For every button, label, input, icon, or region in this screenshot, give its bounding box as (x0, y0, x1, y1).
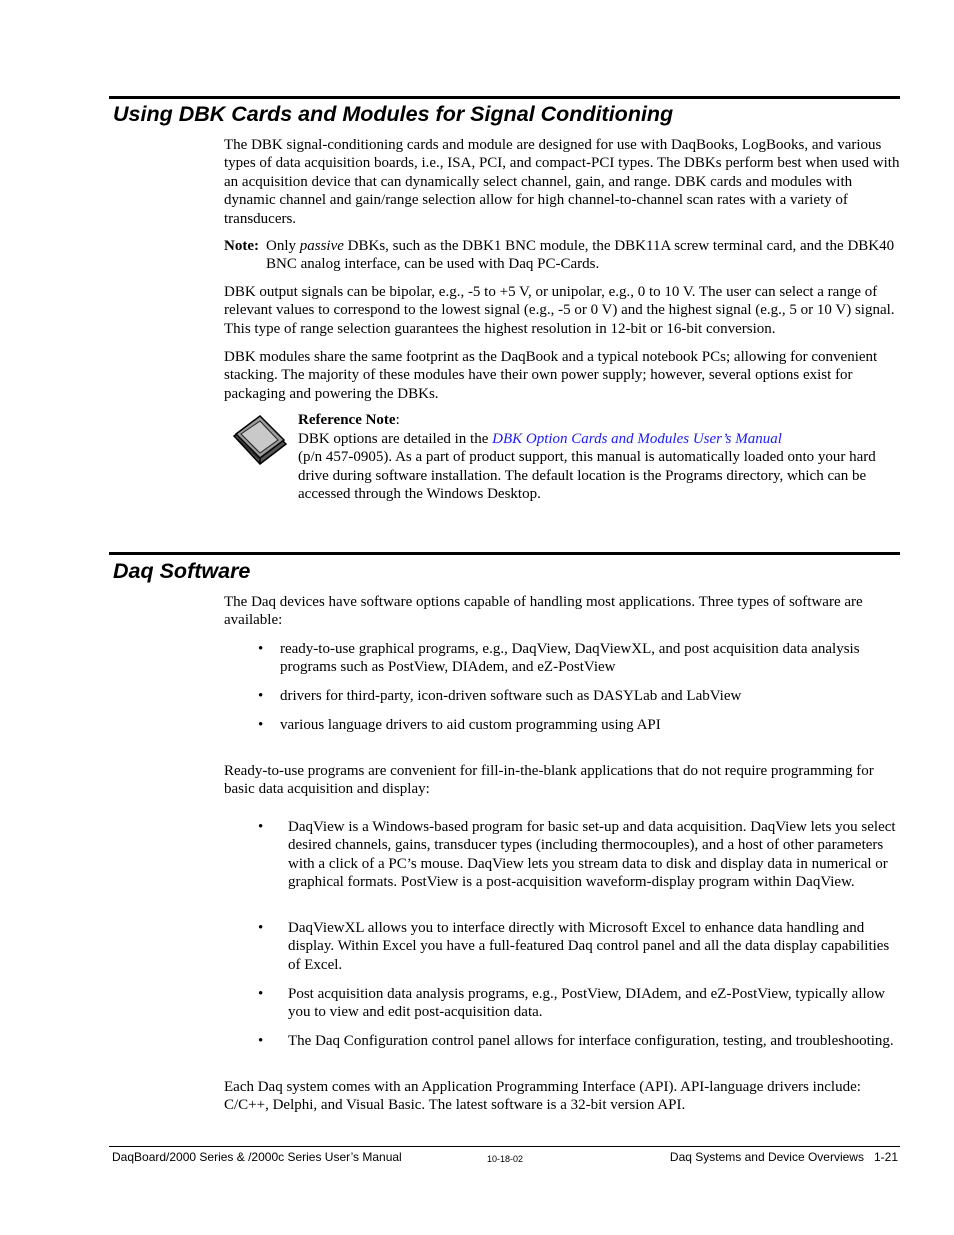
dbk-modules-paragraph: DBK modules share the same footprint as the DaqBook and a typical notebook PCs; allowing for convenient stacking. The majority of these modules have their own power supply; however, several options exist for packaging and powering the DBKs. (224, 349, 878, 402)
ready-to-use-paragraph: Ready-to-use programs are convenient for fill-in-the-blank applications that do not require programming for basic data acquisition and display: (224, 763, 874, 798)
software-types-list (258, 640, 900, 734)
section-title-daq-software: Daq Software (113, 559, 251, 583)
list-item: • various language drivers to aid custom programming using API (258, 717, 661, 733)
footer-date: 10-18-02 (487, 1154, 524, 1164)
list-item: • Post acquisition data analysis programs, e.g., PostView, DIAdem, and eZ-PostView, typically allow you to view and edit post-acquisition data. (258, 986, 885, 1021)
note-emphasis: passive (299, 238, 344, 254)
passive-note: Note: Only passive DBKs, such as the DBK1 BNC module, the DBK11A screw terminal card, and the DBK40 BNC analog interface, can be used with Daq PC-Cards. (224, 238, 895, 273)
list-item: • drivers for third-party, icon-driven software such as DASYLab and LabView (258, 688, 742, 704)
section-rule (109, 96, 900, 99)
api-paragraph: Each Daq system comes with an Application Programming Interface (API). API-language drivers include: C/C++, Delphi, and Visual Basic. The latest software is a 32-bit version API. (224, 1079, 861, 1114)
dbk-signals-paragraph: DBK output signals can be bipolar, e.g., -5 to +5 V, or unipolar, e.g., 0 to 10 V. The user can select a range of relevant values to correspond to the lowest signal (e.g., -5 or 0 V) and the highest signal (e.g., 5 or 10 V) signal. This type of range selection guarantees the highest resolution in 12-bit or 16-bit conversion. (224, 284, 895, 337)
reference-note: Reference Note: DBK options are detailed in the DBK Option Cards and Modules User’s Manual (p/n 457-0905). As a part of product support, this manual is automatically loaded onto your hard drive during software installation. The default location is the Programs directory, which can be accessed through the Windows Desktop. (298, 412, 876, 503)
software-intro-paragraph: The Daq devices have software options capable of handling most applications. Three types of software are available: (224, 594, 863, 629)
section-title-dbk: Using DBK Cards and Modules for Signal Conditioning (113, 102, 674, 126)
list-item: • DaqViewXL allows you to interface directly with Microsoft Excel to enhance data handling and display. Within Excel you have a full-featured Daq control panel and all the data display capabilities of Excel. (258, 920, 890, 973)
list-item: • ready-to-use graphical programs, e.g., DaqView, DaqViewXL, and post acquisition data analysis programs such as PostView, DIAdem, and eZ-PostView (258, 641, 860, 676)
list-item: • DaqView is a Windows-based program for basic set-up and data acquisition. DaqView lets you select desired channels, gains, transducer types (including thermocouples), and a host of other parameters with a click of a PC’s mouse. DaqView lets you stream data to disk and display data in numerical or graphical formats. PostView is a post-acquisition waveform-display program within DaqView. (258, 819, 896, 891)
footer-manual-title: DaqBoard/2000 Series & /2000c Series User’s Manual (112, 1150, 402, 1164)
programs-list (258, 818, 900, 1050)
footer-page-info: Daq Systems and Device Overviews 1-21 (669, 1150, 898, 1164)
dbk-intro-paragraph: The DBK signal-conditioning cards and module are designed for use with DaqBooks, LogBooks, and various types of data acquisition boards, i.e., ISA, PCI, and compact-PCI types. The DBKs perform best when used with an acquisition device that can dynamically select channel, gain, and range. DBK cards and modules with dynamic channel and gain/range selection allow for high channel-to-channel scan rates with a variety of transducers. (224, 137, 900, 227)
manual-link[interactable]: DBK Option Cards and Modules User’s Manual (492, 430, 782, 447)
footer-rule (109, 1146, 900, 1147)
note-label: Note: (224, 238, 259, 254)
reference-book-icon (230, 410, 290, 468)
section-rule (109, 552, 900, 555)
list-item: • The Daq Configuration control panel allows for interface configuration, testing, and troubleshooting. (258, 1033, 894, 1049)
